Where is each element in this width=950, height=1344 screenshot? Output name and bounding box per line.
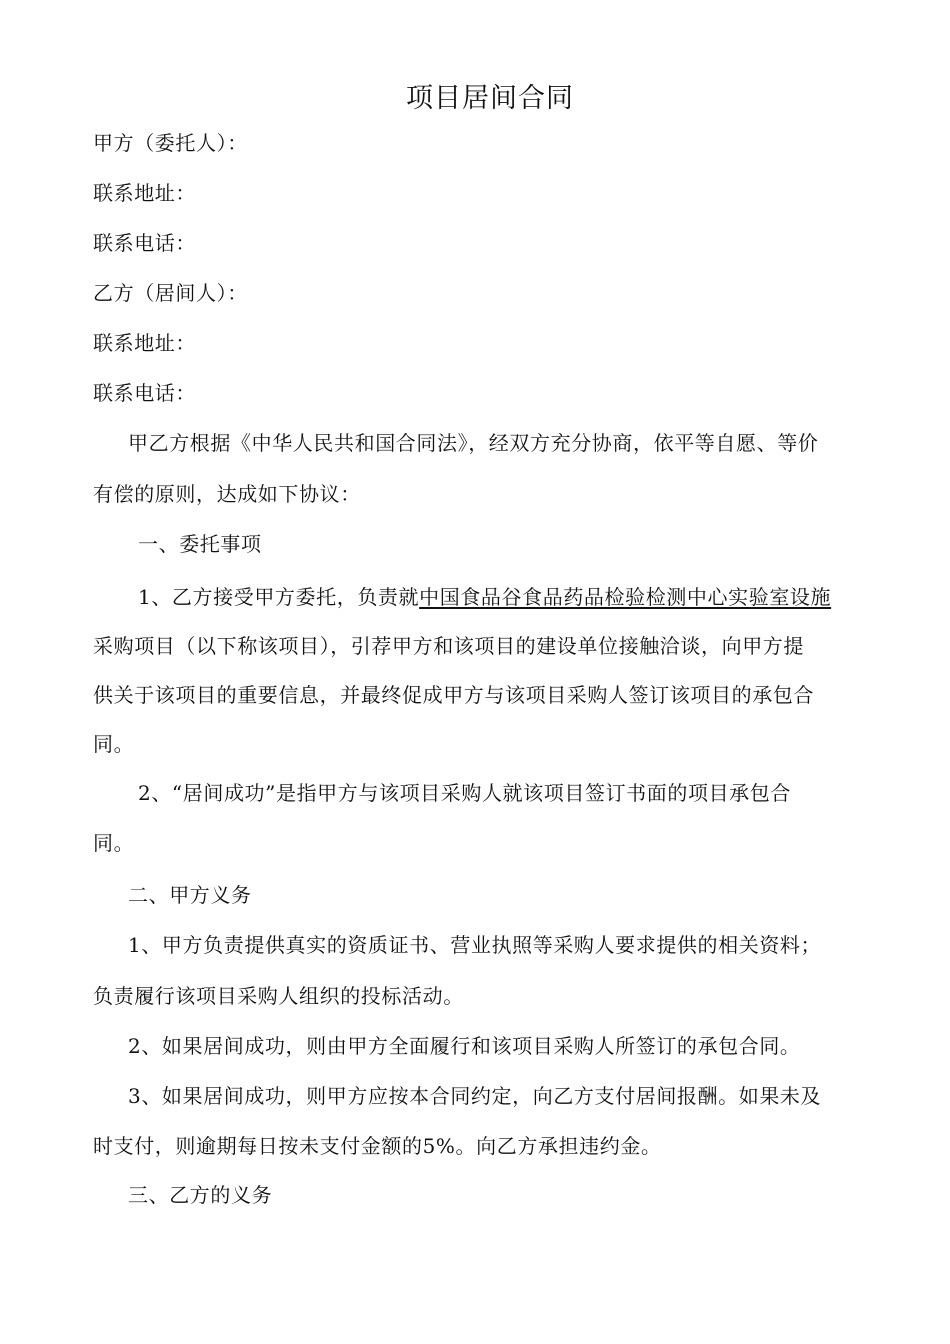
page-title: 项目居间合同 (406, 83, 574, 114)
section-2-heading: 二、甲方义务 (128, 883, 252, 907)
section-2-item-3-line-1: 3、如果居间成功，则甲方应按本合同约定，向乙方支付居间报酬。如果未及 (128, 1084, 822, 1108)
section-2-item-3-line-2: 时支付，则逾期每日按未支付金额的5%。向乙方承担违约金。 (93, 1134, 662, 1158)
preamble-line-1: 甲乙方根据《中华人民共和国合同法》，经双方充分协商，依平等自愿、等价 (128, 431, 819, 455)
party-b-address-label: 联系地址： (93, 331, 196, 355)
section-2-item-2-line-1: 2、如果居间成功，则由甲方全面履行和该项目采购人所签订的承包合同。 (128, 1034, 801, 1058)
project-name: 中国食品谷食品药品检验检测中心实验室设施 (419, 585, 832, 609)
section-3-heading: 三、乙方的义务 (128, 1183, 273, 1207)
party-b-name-label: 乙方（居间人）： (93, 281, 248, 305)
section-2-item-1-line-1: 1、甲方负责提供真实的资质证书、营业执照等采购人要求提供的相关资料； (128, 933, 822, 957)
section-1-item-1-line-3: 供关于该项目的重要信息，并最终促成甲方与该项目采购人签订该项目的承包合 (93, 683, 814, 707)
party-a-address-label: 联系地址： (93, 181, 196, 205)
party-b-phone-label: 联系电话： (93, 381, 196, 405)
preamble-line-2: 有偿的原则，达成如下协议： (93, 482, 361, 506)
party-a-phone-label: 联系电话： (93, 231, 196, 255)
party-a-name-label: 甲方（委托人）： (93, 131, 248, 155)
section-1-item-1-prefix: 1、乙方接受甲方委托，负责就 (138, 585, 420, 609)
section-1-item-1-line-1 (138, 584, 938, 610)
section-1-heading: 一、委托事项 (138, 532, 262, 556)
section-1-item-2-line-1: 2、“居间成功”是指甲方与该项目采购人就该项目签订书面的项目承包合 (138, 781, 791, 805)
section-2-item-1-line-2: 负责履行该项目采购人组织的投标活动。 (93, 984, 464, 1008)
section-1-item-1-line-4: 同。 (93, 732, 135, 756)
section-1-item-1-line-2: 采购项目（以下称该项目），引荐甲方和该项目的建设单位接触洽谈，向甲方提 (93, 634, 804, 658)
section-1-item-2-line-2: 同。 (93, 831, 135, 855)
